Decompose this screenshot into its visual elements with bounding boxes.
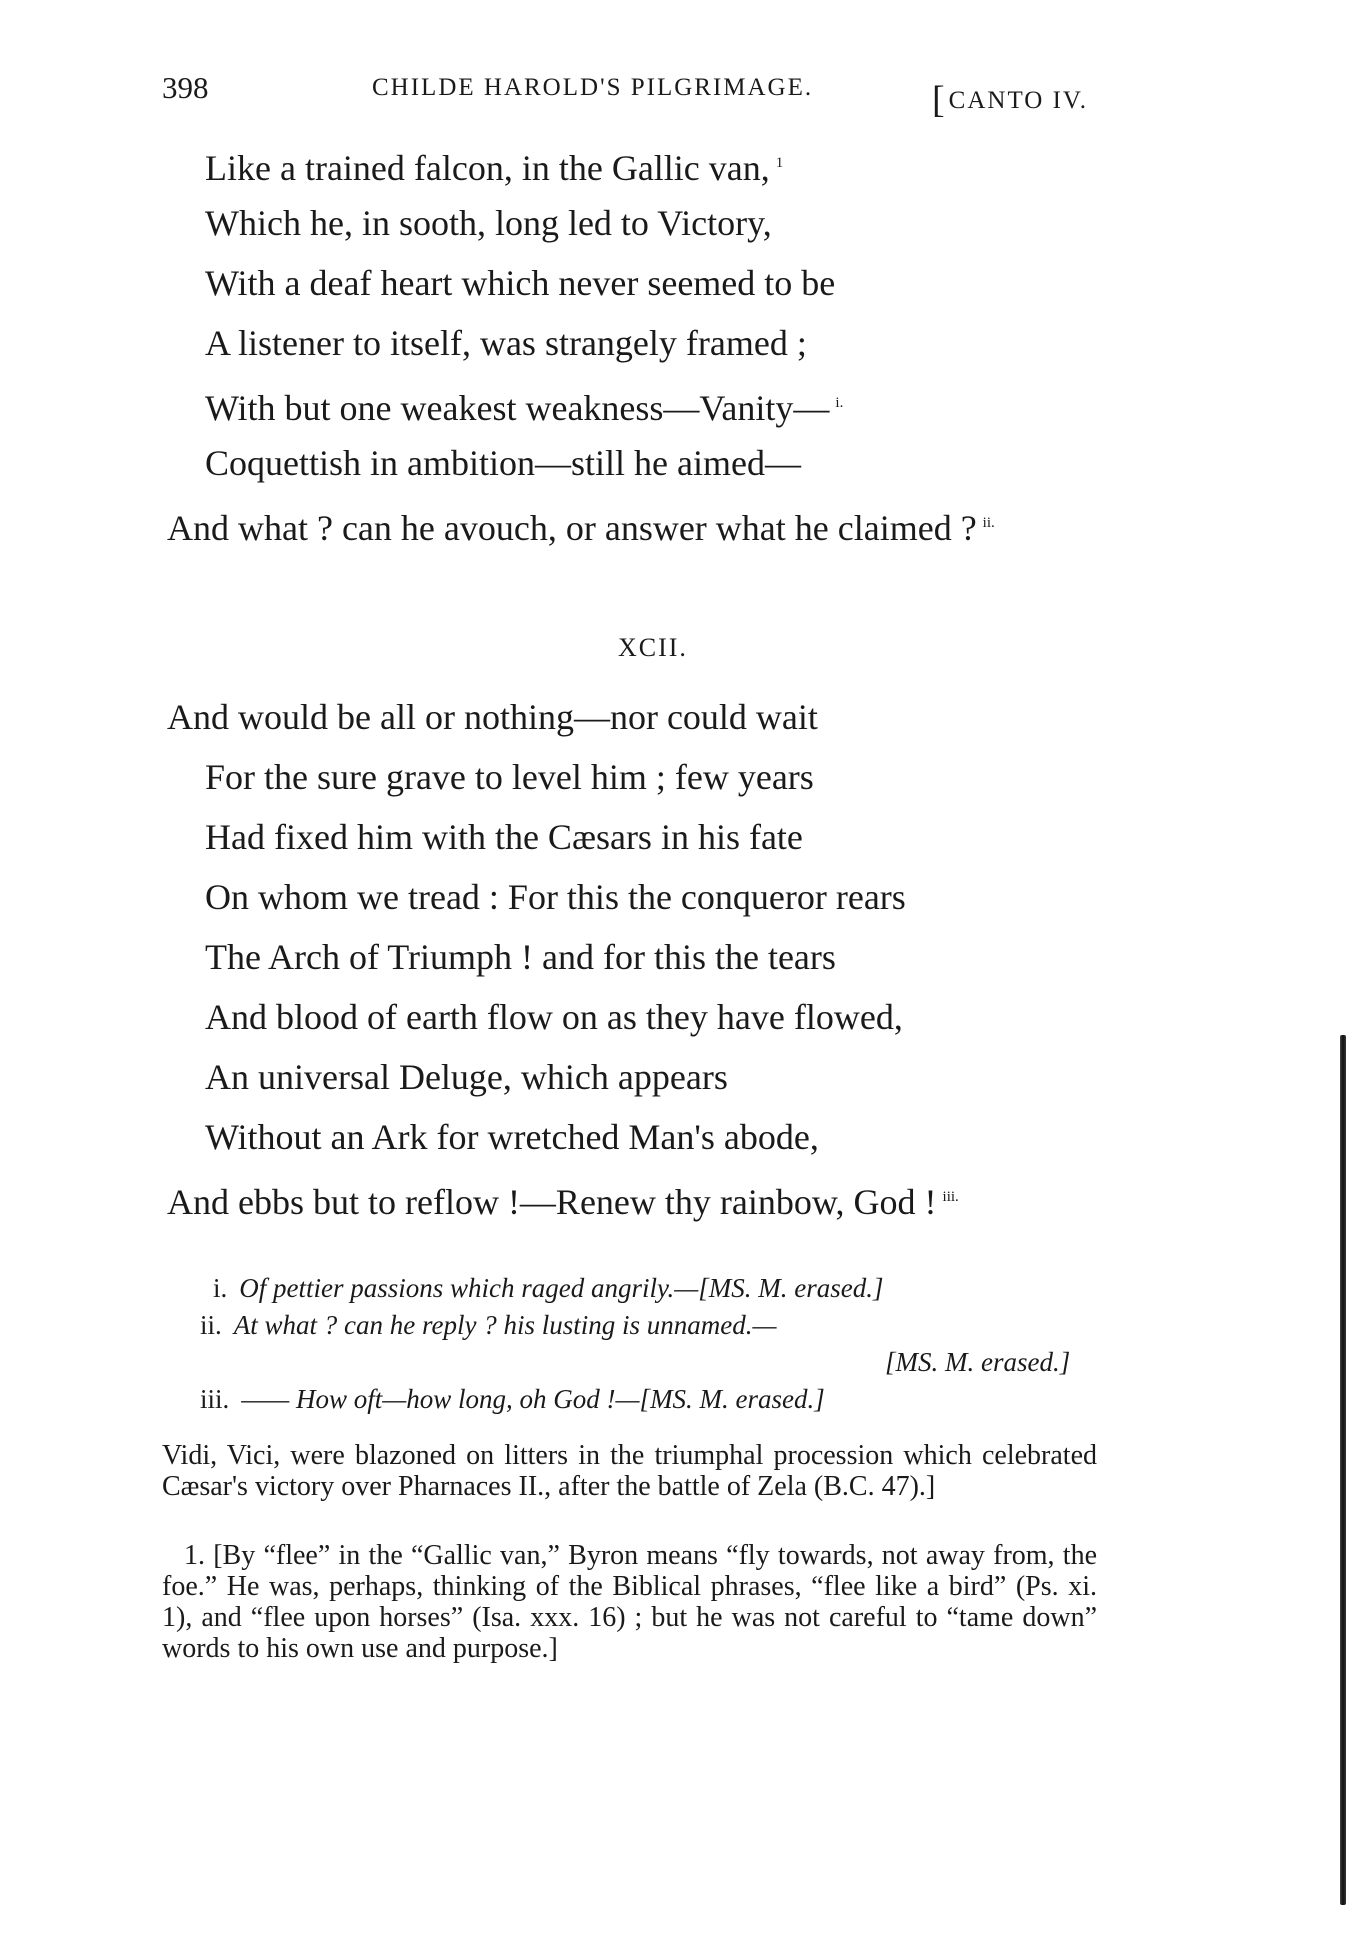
stanza-number: XCII. — [618, 633, 688, 662]
verse-line: And ebbs but to reflow !—Renew thy rainbow, God ! $^{iii.}$ — [167, 1182, 959, 1222]
footnote-marker: 1 — [775, 155, 784, 171]
variant-note: i. Of pettier passions which raged angrily.—[MS. M. erased.] — [213, 1273, 884, 1303]
verse-line: With a deaf heart which never seemed to be — [205, 263, 836, 303]
footnote-paragraph: 1. [By “flee” in the “Gallic van,” Byron means “fly towards, not away from, the foe.” He was, perhaps, thinking of the Biblical phrases, “flee like a bird” (Ps. xi. 1), and “flee upon horses” (Isa. xxx. 16) ; but he was not careful to “tame down” words to his own use and purpose.] — [162, 1540, 1097, 1664]
verse-line: An universal Deluge, which appears — [205, 1057, 728, 1097]
verse-line: The Arch of Triumph ! and for this the tears — [205, 937, 836, 977]
verse-line: Had fixed him with the Cæsars in his fate — [205, 817, 803, 857]
verse-line: Coquettish in ambition—still he aimed— — [205, 443, 801, 483]
variant-note-source: [MS. M. erased.] — [885, 1347, 1071, 1377]
verse-line: For the sure grave to level him ; few years — [205, 757, 814, 797]
verse-line: With but one weakest weakness—Vanity— $^{i.}$ — [205, 388, 844, 428]
verse-line: And blood of earth flow on as they have flowed, — [205, 997, 903, 1037]
variant-note: ii. At what ? can he reply ? his lusting is unnamed.— — [200, 1310, 777, 1340]
commentary-paragraph: Vidi, Vici, were blazoned on litters in the triumphal procession which celebrated Cæsar's victory over Pharnaces II., after the battle of Zela (B.C. 47).] — [162, 1440, 1097, 1502]
verse-line: Which he, in sooth, long led to Victory, — [205, 203, 772, 243]
verse-line: On whom we tread : For this the conqueror rears — [205, 877, 906, 917]
page-number: 398 — [162, 70, 209, 105]
running-header — [162, 70, 1112, 114]
variant-marker: i. — [835, 395, 844, 411]
page-edge-shadow — [1340, 1035, 1346, 1905]
verse-line: And would be all or nothing—nor could wait — [167, 697, 818, 737]
verse-line: And what ? can he avouch, or answer what he claimed ? $^{ii.}$ — [167, 508, 995, 548]
canto-label: [ CANTO IV. — [932, 74, 1088, 118]
running-title: CHILDE HAROLD'S PILGRIMAGE. — [372, 74, 814, 101]
variant-marker: iii. — [942, 1189, 959, 1205]
variant-marker: ii. — [982, 515, 995, 531]
verse-line: Like a trained falcon, in the Gallic van, $^1$ — [205, 148, 784, 188]
verse-line: Without an Ark for wretched Man's abode, — [205, 1117, 819, 1157]
verse-line: A listener to itself, was strangely framed ; — [205, 323, 807, 363]
variant-note: iii. —— How oft—how long, oh God !—[MS. M. erased.] — [200, 1384, 825, 1414]
